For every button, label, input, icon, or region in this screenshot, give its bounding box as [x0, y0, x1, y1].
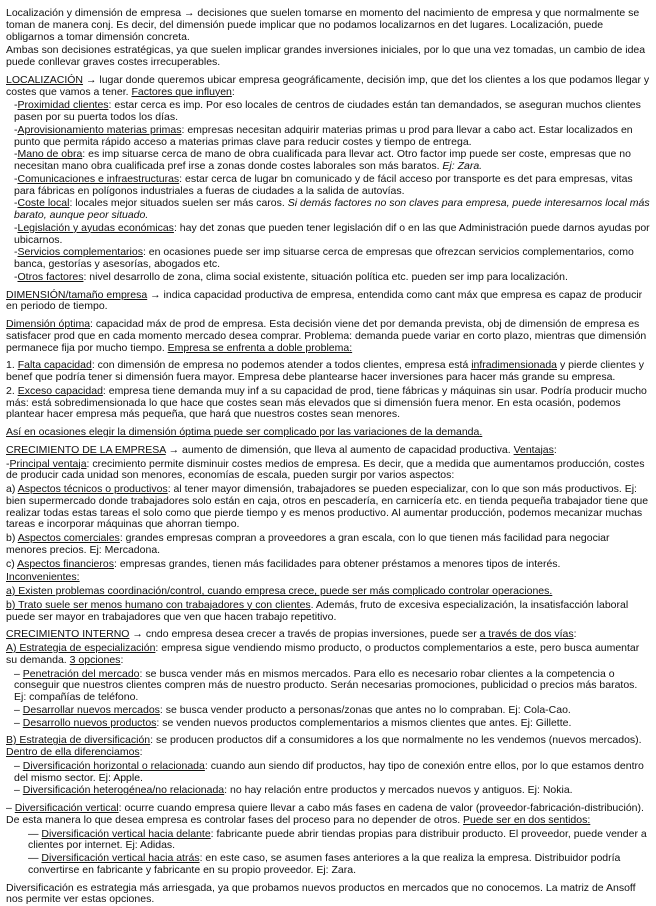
- opciones-label: 3 opciones: [70, 654, 121, 666]
- list-item: -Servicios complementarios: en ocasiones puede ser imp situarse cerca de empresas que ofrezcan servicios complementarios, como banca, gestorías y asesorías, abogados etc.: [6, 247, 650, 271]
- list-item: – Diversificación heterogénea/no relacionada: no hay relación entre productos y mercados nuevos y antiguos. Ej: Nokia.: [6, 785, 650, 797]
- dimension-optima-heading: Dimensión óptima: [6, 318, 90, 330]
- problema-1: 1. Falta capacidad: con dimensión de empresa no podemos atender a todos clientes, empresa está infradimensionada y pierde clientes y benef que podría tener si dimensión fuera mayor. Empresa debe plantearse hacer inversiones para hacer más grande su empresa.: [6, 360, 650, 384]
- vertical-label: Diversificación vertical: [15, 802, 119, 814]
- list-item: – Penetración del mercado: se busca vender más en mismos mercados. Para ello es necesario robar clientes a la competencia o conseguir que nuestros clientes compren más de nuestro producto. Serán necesarias promociones, publicidad o precios más baratos. Ej: compañías de teléfono.: [6, 669, 650, 704]
- aspecto-a-text: : al tener mayor dimensión, trabajadores se pueden especializar, con lo que son más productivos. Ej: bien supermercado donde trabajadores solo están en caja, otros en pescadería, en carnicería etc. en tienda pequeña trabajador tiene que realizar todas estas tareas el solo como que pierde tiempo y es menos productivo. Al aumentar producción, podemos mecanizar muchas tareas e incorporar máquinas que ahorran tiempo.: [6, 483, 648, 530]
- item-text: : estar cerca es imp. Por eso locales de centros de ciudades están tan demandados, se aseguran muchos clientes pasen por su puerta todos los días.: [14, 99, 641, 123]
- item-label: Penetración del mercado: [23, 668, 140, 680]
- interno-heading: CRECIMIENTO INTERNO: [6, 628, 129, 640]
- inconveniente-b-label: b) Trato suele ser menos humano con trabajadores y con clientes: [6, 599, 311, 611]
- list-item: -Aprovisionamiento materias primas: empresas necesitan adquirir materias primas u prod para llevar a cabo act. Estar localizados en punto que permita rápido acceso a materias primas clave para reducir costes y tiempo de entrega.: [6, 125, 650, 149]
- item-label: Proximidad clientes: [18, 99, 109, 111]
- principal-ventaja: -Principal ventaja: crecimiento permite disminuir costes medios de empresa. Es decir, que a medida que aumentamos producción, costes de producir cada unidad son menores, economías de escala, pueden surgir por varios aspectos:: [6, 459, 650, 483]
- item-text: : locales mejor situados suelen ser más caros.: [69, 197, 284, 209]
- inconveniente-a: a) Existen problemas coordinación/control, cuando empresa crece, puede ser más complicado controlar operaciones.: [6, 586, 650, 598]
- vertical-text: : ocurre cuando empresa quiere llevar a cabo más fases en cadena de valor (proveedor-fabricación-distribución). De esta manera lo que desea empresa es controlar fases del proceso para no depender de otros.: [6, 802, 644, 826]
- infradimensionada-term: infradimensionada: [471, 359, 557, 371]
- sentidos-label: Puede ser en dos sentidos:: [463, 814, 590, 826]
- localizacion-text: → lugar donde queremos ubicar empresa geográficamente, decisión imp, que det los clientes a los que podamos llegar y costes que vamos a tener.: [6, 74, 649, 98]
- item-text: : estar cerca de lugar bn comunicado y de fácil acceso por transporte es det para empresas, vitas para fábricas en polígonos industriales a fueras de ciudades a la salida de autovías.: [14, 173, 633, 197]
- inconveniente-b-text: . Además, fruto de excesiva especialización, la insatisfacción laboral puede ser mayor en trabajadores que ven que hacen trabajo repetitivo.: [6, 599, 628, 623]
- item-text: : hay det zonas que pueden tener legislación dif o en las que Administración puede darnos ayudas por ubicarnos.: [14, 222, 650, 246]
- especializacion-list: [6, 669, 650, 730]
- list-item: -Comunicaciones e infraestructuras: estar cerca de lugar bn comunicado y de fácil acceso por transporte es det para empresas, vitas para fábricas en polígonos industriales a fueras de ciudades a la salida de autovías.: [6, 174, 650, 198]
- interno-paragraph: [6, 629, 650, 641]
- localizacion-heading: LOCALIZACIÓN: [6, 74, 83, 86]
- interno-text: → cndo empresa desea crecer a través de propias inversiones, puede ser: [129, 628, 479, 640]
- item-label: Servicios complementarios: [18, 246, 143, 258]
- estrategia-a-text: : empresa sigue vendiendo mismo producto, o productos complementarios a este, pero busca aumentar su demanda.: [6, 642, 639, 666]
- aspecto-c: c) Aspectos financieros: empresas grandes, tienen más facilidades para obtener préstamos a menores tipos de interés.: [6, 559, 650, 571]
- factores-label: Factores que influyen: [132, 86, 232, 98]
- item-label: Diversificación heterogénea/no relacionada: [23, 784, 224, 796]
- item-label: Comunicaciones e infraestructuras: [18, 173, 180, 185]
- item-label: Mano de obra: [18, 148, 83, 160]
- aspecto-c-label: Aspectos financieros: [17, 558, 114, 570]
- localizacion-paragraph: [6, 75, 650, 99]
- inconveniente-b: [6, 600, 650, 624]
- estrategia-b: B) Estrategia de diversificación: se producen productos dif a consumidores a los que normalmente no les vendemos (nuevos mercados). Dentro de ella diferenciamos:: [6, 735, 650, 759]
- aspecto-b-text: : grandes empresas compran a proveedores a gran escala, con lo que tienen más facilidad para negociar menores precios. Ej: Mercadona.: [6, 532, 610, 556]
- vertical-list: [6, 829, 650, 877]
- problema-2-label: Exceso capacidad: [18, 385, 103, 397]
- problema-1-label: Falta capacidad: [18, 359, 92, 371]
- dos-vias-label: a través de dos vías: [480, 628, 574, 640]
- item-text: : se busca vender producto a personas/zonas que antes no lo compraban. Ej: Cola-Cao.: [160, 704, 571, 716]
- list-item: — Diversificación vertical hacia atrás: en este caso, se asumen fases anteriores a la que realiza la empresa. Distribuidor podría convertirse en fabricante y fabricante en su propio proveedor. Ej: Zara.: [6, 853, 650, 877]
- item-label: Desarrollar nuevos mercados: [23, 704, 160, 716]
- item-example: Ej: Zara.: [440, 160, 483, 172]
- aspecto-b-label: Aspectos comerciales: [18, 532, 120, 544]
- problema-1-text: : con dimensión de empresa no podemos atender a todos clientes, empresa está: [92, 359, 471, 371]
- estrategia-b-label: B) Estrategia de diversificación: [6, 734, 150, 746]
- item-text: : fabricante puede abrir tiendas propias para distribuir producto. El proveedor, puede vender a clientes por internet. Ej: Adidas.: [28, 828, 647, 852]
- item-label: Diversificación horizontal o relacionada: [23, 760, 205, 772]
- ventajas-label: Ventajas: [514, 444, 554, 456]
- list-item: – Desarrollo nuevos productos: se venden nuevos productos complementarios a mismos clientes que antes. Ej: Gillette.: [6, 718, 650, 730]
- list-item: -Legislación y ayudas económicas: hay det zonas que pueden tener legislación dif o en las que Administración puede darnos ayudas por ubicarnos.: [6, 223, 650, 247]
- dimension-optima-paragraph: [6, 319, 650, 354]
- aspecto-c-text: : empresas grandes, tienen más facilidades para obtener préstamos a menores tipos de interés.: [114, 558, 561, 570]
- intro-paragraph: Localización y dimensión de empresa → decisiones que suelen tomarse en momento del nacimiento de empresa y que normalmente se toman de manera conj. Es decir, del dimensión puede implicar que no podamos localizarnos en det lugares. Localización, puede obligarnos a tomar dimensión concreta.: [6, 8, 650, 43]
- item-text: : en este caso, se asumen fases anteriores a la que realiza la empresa. Distribuidor podría convertirse en fabricante y fabricante en su propio proveedor. Ej: Zara.: [28, 852, 620, 876]
- estrategia-a: A) Estrategia de especialización: empresa sigue vendiendo mismo producto, o productos complementarios a este, pero busca aumentar su demanda. 3 opciones:: [6, 643, 650, 667]
- item-text: : se busca vender más en mismos mercados. Para ello es necesario robar clientes a la competencia o conseguir que nuestros clientes compren más de nuestro producto. Serán necesarias promociones, publicidad o precios más baratos. Ej: compañías de teléfono.: [14, 668, 637, 704]
- factores-list: [6, 100, 650, 283]
- dimension-optima-text: : capacidad máx de prod de empresa. Esta decisión viene det por demanda prevista, obj de dimensión de empresa es satisfacer prod que en cada momento mercado desea comprar. Problema: demanda puede variar en corto plazo, mientras que dimensión permanece fija por mucho tiempo.: [6, 318, 646, 354]
- item-label: Desarrollo nuevos productos: [23, 717, 157, 729]
- aspecto-a-label: Aspectos técnicos o productivos: [18, 483, 168, 495]
- crecimiento-heading: CRECIMIENTO DE LA EMPRESA: [6, 444, 166, 456]
- dentro-label: Dentro de ella diferenciamos: [6, 746, 140, 758]
- list-item: – Desarrollar nuevos mercados: se busca vender producto a personas/zonas que antes no lo compraban. Ej: Cola-Cao.: [6, 705, 650, 717]
- list-item: -Coste local: locales mejor situados suelen ser más caros. Si demás factores no son claves para empresa, puede interesarnos local más barato, aunque peor situado.: [6, 198, 650, 222]
- list-item: -Proximidad clientes: estar cerca es imp. Por eso locales de centros de ciudades están tan demandados, se aseguran muchos clientes pasen por su puerta todos los días.: [6, 100, 650, 124]
- estrategia-a-label: A) Estrategia de especialización: [6, 642, 155, 654]
- item-label: Coste local: [18, 197, 70, 209]
- item-text: : en ocasiones puede ser imp situarse cerca de empresas que ofrezcan servicios complementarios, como banca, gestorías y asesorías, abogados etc.: [14, 246, 634, 270]
- item-label: Otros factores: [18, 271, 84, 283]
- item-text: : es imp situarse cerca de mano de obra cualificada para llevar act. Otro factor imp puede ser coste, empresas que no necesitan mano obra cualificada pref irse a zonas donde costes laborales son más baratos.: [14, 148, 631, 172]
- item-example: Si demás factores no son claves para empresa, puede interesarnos local más barato, aunque peor situado.: [14, 197, 650, 221]
- interno-closing: Diversificación es estrategia más arriesgada, ya que probamos nuevos productos en mercados que no conocemos. La matriz de Ansoff nos permite ver estas opciones.: [6, 883, 650, 906]
- problema-1-rest: y pierde clientes y benef que podría tener si dimensión fuera mayor. Empresa debe plantearse hacer inversiones para hacer más grande su empresa.: [6, 359, 644, 383]
- estrategia-b-text: : se producen productos dif a consumidores a los que normalmente no les vendemos (nuevos mercados).: [150, 734, 641, 746]
- list-item: -Mano de obra: es imp situarse cerca de mano de obra cualificada para llevar act. Otro factor imp puede ser coste, empresas que no necesitan mano obra cualificada pref irse a zonas donde costes laborales son más baratos. Ej: Zara.: [6, 149, 650, 173]
- colon: :: [574, 628, 577, 640]
- inconvenientes-label: Inconvenientes:: [6, 572, 650, 584]
- dimension-heading: DIMENSIÓN/tamaño empresa: [6, 289, 147, 301]
- crecimiento-paragraph: [6, 445, 650, 457]
- item-label: Legislación y ayudas económicas: [18, 222, 174, 234]
- aspecto-b: b) Aspectos comerciales: grandes empresas compran a proveedores a gran escala, con lo que tienen más facilidad para negociar menores precios. Ej: Mercadona.: [6, 533, 650, 557]
- item-text: : cuando aun siendo dif productos, hay tipo de conexión entre ellos, por lo que estamos dentro del mismo sector. Ej: Apple.: [14, 760, 644, 784]
- dimension-text: → indica capacidad productiva de empresa, entendida como cant máx que empresa es capaz de producir en periodo de tiempo.: [6, 289, 642, 313]
- item-label: Diversificación vertical hacia delante: [41, 828, 210, 840]
- colon: :: [554, 444, 557, 456]
- crecimiento-text: → aumento de dimensión, que lleva al aumento de capacidad productiva.: [166, 444, 514, 456]
- diversificacion-list: [6, 761, 650, 797]
- aspecto-a: a) Aspectos técnicos o productivos: al tener mayor dimensión, trabajadores se pueden especializar, con lo que son más productivos. Ej: bien supermercado donde trabajadores solo están en caja, otros en pescadería, en carnicería etc. en tienda pequeña trabajador tiene que realizar todas estas tareas el solo como que pierde tiempo y es menos productivo. Al aumentar producción, podemos mecanizar muchas tareas e incorporar máquinas que ahorran tiempo.: [6, 484, 650, 531]
- principal-ventaja-label: Principal ventaja: [10, 458, 87, 470]
- item-text: : se venden nuevos productos complementarios a mismos clientes que antes. Ej: Gillette.: [156, 717, 571, 729]
- principal-ventaja-text: : crecimiento permite disminuir costes medios de empresa. Es decir, que a medida que aumentamos producción, costes de producir cada unidad son menores, economías de escala, pueden surgir por varios aspectos:: [6, 458, 644, 482]
- list-item: – Diversificación horizontal o relacionada: cuando aun siendo dif productos, hay tipo de conexión entre ellos, por lo que estamos dentro del mismo sector. Ej: Apple.: [6, 761, 650, 785]
- list-item: — Diversificación vertical hacia delante: fabricante puede abrir tiendas propias para distribuir producto. El proveedor, puede vender a clientes por internet. Ej: Adidas.: [6, 829, 650, 853]
- diversificacion-vertical: – Diversificación vertical: ocurre cuando empresa quiere llevar a cabo más fases en cadena de valor (proveedor-fabricación-distribución). De esta manera lo que desea empresa es controlar fases del proceso para no depender de otros. Puede ser en dos sentidos:: [6, 803, 650, 827]
- dimension-closing: Así en ocasiones elegir la dimensión óptima puede ser complicado por las variaciones de la demanda.: [6, 427, 650, 439]
- dimension-paragraph: [6, 290, 650, 314]
- item-label: Diversificación vertical hacia atrás: [41, 852, 199, 864]
- item-text: : no hay relación entre productos y mercados nuevos y antiguos. Ej: Nokia.: [224, 784, 572, 796]
- item-text: : nivel desarrollo de zona, clima social existente, situación política etc. pueden ser imp para localización.: [83, 271, 567, 283]
- item-text: : empresas necesitan adquirir materias primas u prod para llevar a cabo act. Estar localizados en punto que permita rápido acceso a materias primas clave para reducir costes y tiempo de entrega.: [14, 124, 633, 148]
- problema-2: 2. Exceso capacidad: empresa tiene demanda muy inf a su capacidad de prod, tiene fábricas y máquinas sin usar. Podría producir mucho más: está sobredimensionada lo que hace que costes sean más elevados que si dimensión fuera menor. En esta ocasión, podemos plantear hacer empresa más pequeña, que hará que nuestros costes sean menores.: [6, 386, 650, 421]
- doble-problema-label: Empresa se enfrenta a doble problema:: [168, 342, 352, 354]
- list-item: -Otros factores: nivel desarrollo de zona, clima social existente, situación política etc. pueden ser imp para localización.: [6, 272, 650, 284]
- problema-2-text: : empresa tiene demanda muy inf a su capacidad de prod, tiene fábricas y máquinas sin usar. Podría producir mucho más: está sobredimensionada lo que hace que costes sean más elevados que si dimensión fuera menor. En esta ocasión, podemos plantear hacer empresa más pequeña, que hará que nuestros costes sean menores.: [6, 385, 647, 421]
- item-label: Aprovisionamiento materias primas: [18, 124, 182, 136]
- intro-paragraph-2: Ambas son decisiones estratégicas, ya que suelen implicar grandes inversiones iniciales, por lo que una vez tomadas, un cambio de idea puede conllevar graves costes irrecuperables.: [6, 45, 650, 69]
- colon: :: [232, 86, 235, 98]
